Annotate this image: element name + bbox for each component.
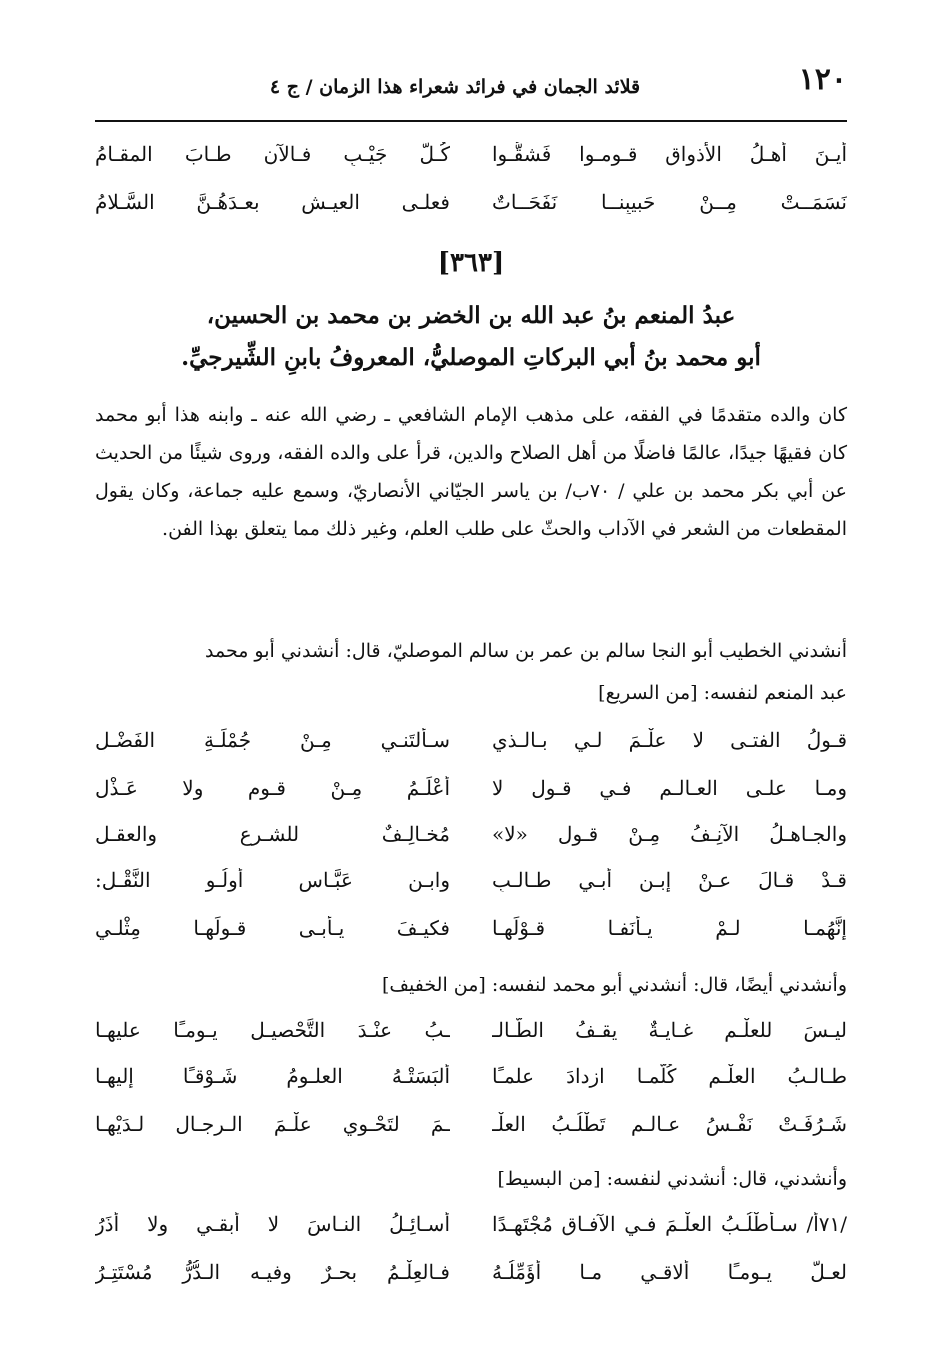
verse-second-hemistich: كُـلَّ جَيْـبٍ فـالآن طـابَ المقـامُ	[95, 142, 450, 166]
verse-second-hemistich: فكيـفَ يـأبـى قـولَهـا مِثْلـي	[95, 916, 450, 940]
verse-first-hemistich: /٧١أ/ سـأطْلُـبُ العلْـمَ فـي الآفـاقِ مُجْتَهِـدًا	[492, 1212, 847, 1236]
verse-first-hemistich: طـالـبُ العلْـمِ كُلّمـا ازدادَ علمـًا	[492, 1064, 847, 1088]
header-rule	[95, 120, 847, 122]
biography-title-line-2: أبو محمد بنُ أبي البركاتِ الموصليُّ، المعروفُ بابنِ الشِّيرجيِّ.	[181, 344, 761, 371]
verse-line	[95, 1018, 847, 1058]
verse-line	[95, 1212, 847, 1252]
page-header	[95, 58, 847, 118]
verse-second-hemistich: فعلـى العيـشِ بعـدَهُـنَّ السَّـلامُ	[95, 190, 450, 214]
verse-second-hemistich: مُخـالِـفٌ للشـرعِ والعقـلِ	[95, 822, 450, 846]
verse-line	[95, 916, 847, 956]
verse-second-hemistich: فـالعِلْـمُ بحـرٌ وفيـه الـدُّرُّ مُسْتَتِـرُ	[95, 1260, 450, 1284]
verse-line	[95, 822, 847, 862]
running-title: قلائد الجمان في فرائد شعراء هذا الزمان / ج ٤	[269, 76, 641, 98]
verse-first-hemistich: قـدْ قـالَ عـنْ إبـنِ أبـي طـالـبِ	[492, 868, 847, 892]
verse-second-hemistich: ألبَسَتْـهُ العلـومُ شَـوْقـًا إليهـا	[95, 1064, 450, 1088]
verse-second-hemistich: ـبُ عنْـدَ التَّحْصيـلِ يـومـًا عليهـا	[95, 1018, 450, 1042]
verse-line	[95, 776, 847, 816]
poem-intro-line: عبد المنعم لنفسه: [من السريع]	[598, 682, 847, 704]
verse-second-hemistich: وابـنِ عَبَّـاسٍ أُولُـو النَّقْـلِ:	[95, 868, 450, 892]
verse-first-hemistich: قـولُ الفتـى لا علْـمَ لـي بـالـذي	[492, 728, 847, 752]
verse-first-hemistich: أيـنَ أهـلُ الأذواق قـومـوا فَشقُّـوا	[492, 142, 847, 166]
verse-line	[95, 190, 847, 230]
verse-line	[95, 1112, 847, 1152]
biography-title-line-1: عبدُ المنعم بنُ عبد الله بن الخضر بن محمد بن الحسين،	[206, 302, 736, 329]
verse-line	[95, 1260, 847, 1300]
poem-intro-line: أنشدني الخطيب أبو النجا سالم بن عمر بن سالم الموصليّ، قال: أنشدني أبو محمد	[204, 640, 847, 662]
verse-line	[95, 868, 847, 908]
verse-first-hemistich: ومـا علـى العـالـمِ فـي قـول لا	[492, 776, 847, 800]
verse-second-hemistich: أسـائِـلُ النـاسَ لا أُبقـي ولا أذَرُ	[95, 1212, 450, 1236]
entry-number: [٣٦٣]	[437, 248, 505, 278]
verse-second-hemistich: سـألتَنـي مِـنْ جُمْلَـةِ الفَضْـلِ	[95, 728, 450, 752]
verse-line	[95, 142, 847, 182]
verse-first-hemistich: ليـسَ للعلْـمِ غـايـةٌ يقـفُ الطّـالـ	[492, 1018, 847, 1042]
biography-paragraph: كان والده متقدمًا في الفقه، على مذهب الإمام الشافعي ـ رضي الله عنه ـ وابنه هذا أبو محمد كان فقيهًا جيدًا، عالمًا فاضلًا من أهل الصلاح والدين، قرأ على والده الفقه، وروى شيئًا من الحديث عن أبي بكر محمد بن علي / ٧٠ب/ بن ياسر الجيّاني الأنصاريّ، وسمع عليه جماعة، وكان يقول المقطعات من الشعر في الآداب والحثّ على طلب العلم، وغير ذلك مما يتعلق بهذا الفن.	[95, 404, 847, 540]
verse-line	[95, 728, 847, 768]
verse-line	[95, 1064, 847, 1104]
verse-first-hemistich: شَـرُفَـتْ نَفْـسُ عـالـمٍ تَطْلُـبُ العلْـ	[492, 1112, 847, 1136]
poem-intro-line: وأنشدني، قال: أنشدني لنفسه: [من البسيط]	[497, 1168, 847, 1190]
page-number: ١٢٠	[798, 62, 847, 97]
verse-second-hemistich: ـمَ لتَحْـوي علْـمَ الـرجـالِ لـدَيْهـا	[95, 1112, 450, 1136]
verse-second-hemistich: أعْلَـمُ مِـنْ قـومٍ ولا عَـذْلِ	[95, 776, 450, 800]
poem-intro-line: وأنشدني أيضًا، قال: أنشدني أبو محمد لنفسه: [من الخفيف]	[381, 974, 847, 996]
verse-first-hemistich: نَسَمَــتْ مِــنْ حَبيبِنــا نَفَحَــاتٌ	[492, 190, 847, 214]
verse-first-hemistich: لعـلَّ يـومـًا ألاقـي مـا أُؤَمِّلُـهُ	[492, 1260, 847, 1284]
verse-first-hemistich: إنَّهُمـا لـمْ يـأنَفـا قـوْلَهـا	[492, 916, 847, 940]
verse-first-hemistich: والجـاهـلُ الآنِـفُ مِـنْ قـولِ «لا»	[492, 822, 847, 846]
